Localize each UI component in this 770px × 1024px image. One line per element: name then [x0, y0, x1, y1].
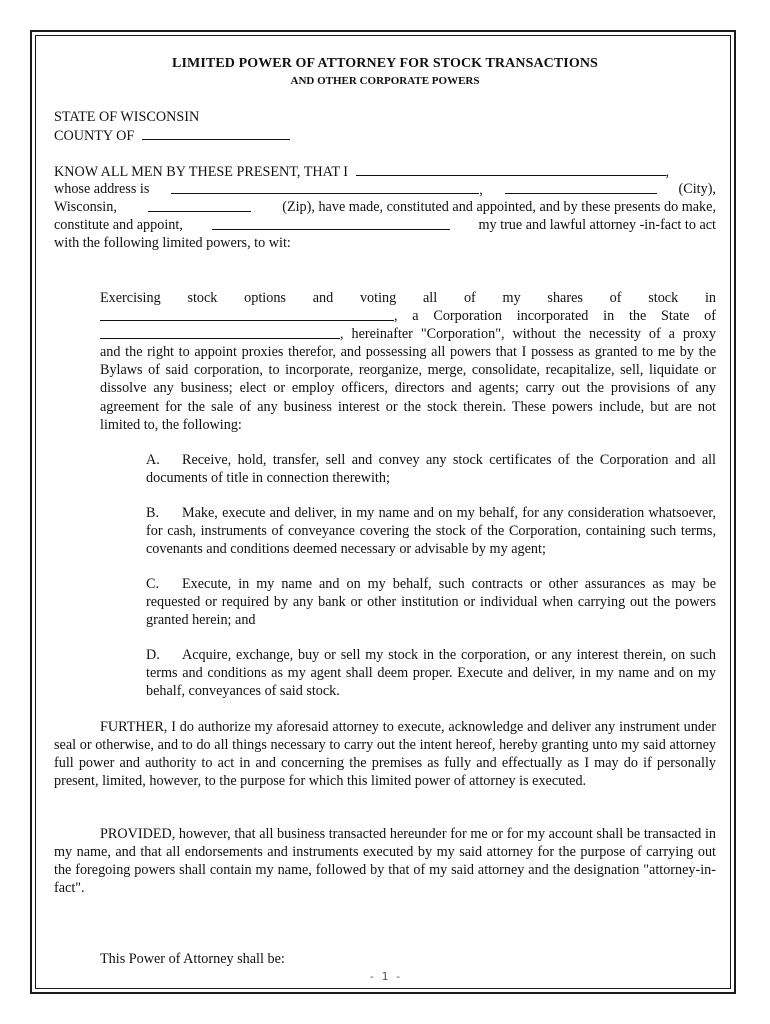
know-all-line-2: whose address is , (City),: [54, 181, 716, 199]
item-label-a: A.: [146, 452, 160, 468]
item-label-c: C.: [146, 576, 160, 592]
address-blank[interactable]: [171, 180, 479, 194]
document-title: LIMITED POWER OF ATTORNEY FOR STOCK TRANSACTIONS: [172, 56, 598, 71]
grantor-name-blank[interactable]: [356, 162, 666, 176]
county-label: COUNTY OF: [54, 128, 135, 144]
item-label-d: D.: [146, 647, 160, 663]
power-item-a: A. Receive, hold, transfer, sell and convey any stock certificates of the Corporation and all documents of title in connection therewith;: [146, 452, 716, 487]
shall-be-line: This Power of Attorney shall be:: [100, 951, 285, 967]
power-item-b: B. Make, execute and deliver, in my name and on my behalf, for any consideration whatsoever, for cash, instruments of conveyance covering the stock of the Corporation, containing such terms, covenants and conditions deemed necessary or advisable by my agent;: [146, 505, 716, 558]
zip-blank[interactable]: [148, 198, 251, 212]
page-number: - 1 -: [368, 970, 402, 983]
state-of-incorporation-blank[interactable]: [100, 325, 340, 339]
exercising-body: and the right to appoint proxies therefor, and possessing all powers that I possess as granted to me by the Bylaws of said corporation, to incorporate, reorganize, merge, consolidate, recapitalize, sell, liquidate or dissolve any business; elect or employ officers, directors and agents; carry out the provisions of any agreement for the sale of any business interest or the stock therein. These powers include, but are not limited to, the following:: [100, 344, 716, 433]
power-item-c: C. Execute, in my name and on my behalf, such contracts or other assurances as may be requested or required by any bank or other institution or individual when carrying out the powers granted herein; and: [146, 576, 716, 629]
county-line: [54, 126, 290, 145]
know-all-line-5: with the following limited powers, to wit:: [54, 235, 291, 252]
exercising-line-3: , hereinafter "Corporation", without the necessity of a proxy: [100, 325, 716, 343]
know-all-paragraph: [54, 162, 716, 252]
further-paragraph: FURTHER, I do authorize my aforesaid attorney to execute, acknowledge and deliver any instrument under seal or otherwise, and to do all things necessary to carry out the intent hereof, hereby granting unto my said attorney full power and authority to act in and concerning the premises as fully and effectually as I may do if personally present, limited, however, to the purpose for which this limited power of attorney is executed.: [54, 719, 716, 790]
know-all-line-4: constitute and appoint, my true and lawful attorney -in-fact to act: [54, 217, 716, 234]
know-all-line-1: KNOW ALL MEN BY THESE PRESENT, THAT I ,: [54, 164, 670, 180]
item-label-b: B.: [146, 505, 160, 521]
know-all-line-3: Wisconsin, (Zip), have made, constituted and appointed, and by these presents do make,: [54, 199, 716, 216]
document-subtitle: AND OTHER CORPORATE POWERS: [290, 75, 480, 87]
city-blank[interactable]: [505, 180, 657, 194]
corporation-name-blank[interactable]: [100, 307, 394, 321]
exercising-line-1: Exercising stock options and voting all of my shares of stock in: [100, 290, 716, 306]
state-line: STATE OF WISCONSIN: [54, 109, 200, 125]
provided-paragraph: PROVIDED, however, that all business transacted hereunder for me or for my account shall be transacted in my name, and that all endorsements and instruments executed by my said attorney for the purpose of carrying out the foregoing powers shall contain my name, followed by that of my said attorney and the designation "attorney-in-fact".: [54, 826, 716, 897]
attorney-name-blank[interactable]: [212, 216, 450, 230]
power-item-d: D. Acquire, exchange, buy or sell my stock in the corporation, or any interest therein, on such terms and conditions as my agent shall deem proper. Execute and deliver, in my name and on my behalf, conveyances of said stock.: [146, 647, 716, 700]
exercising-line-2: , a Corporation incorporated in the State of: [100, 307, 716, 325]
exercising-paragraph: [100, 289, 716, 434]
county-blank[interactable]: [142, 126, 290, 140]
